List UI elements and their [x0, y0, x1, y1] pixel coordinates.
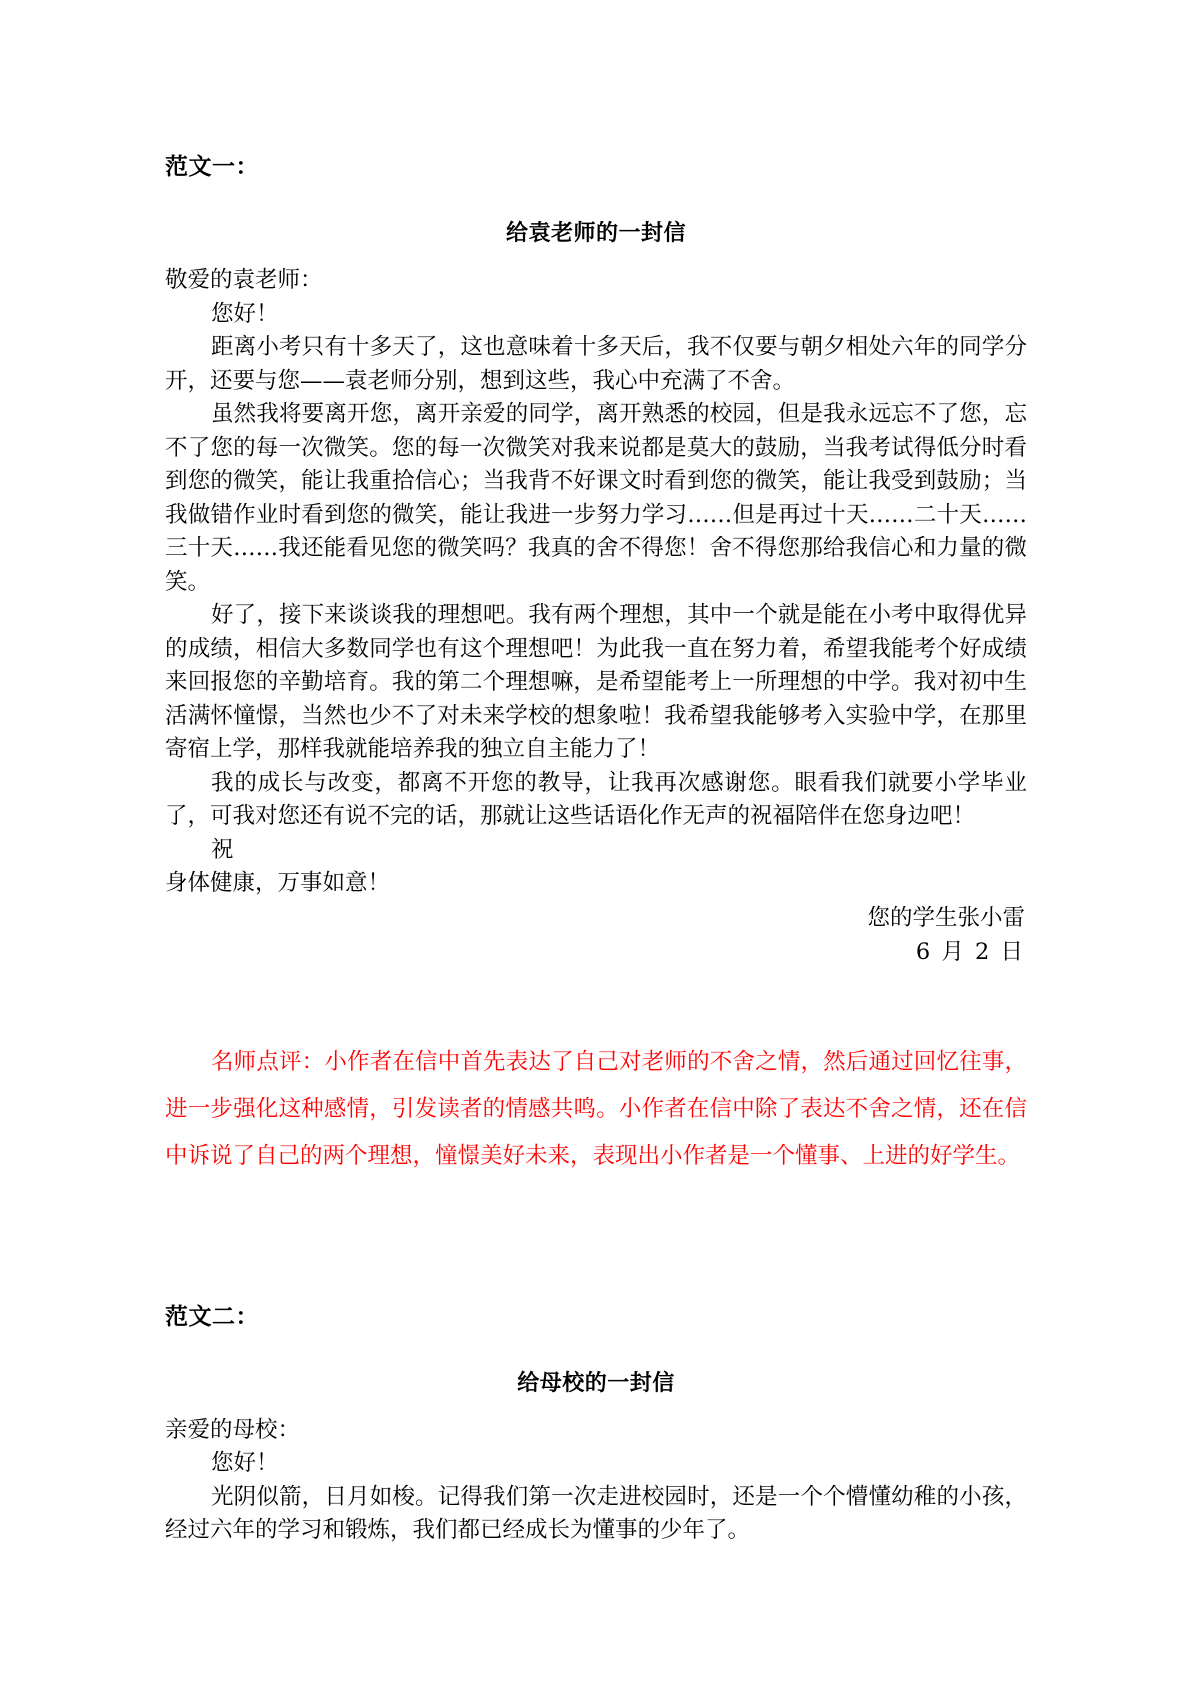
- paragraph-sample-one-1: 距离小考只有十多天了，这也意味着十多天后，我不仅要与朝夕相处六年的同学分开，还要与您——袁老师分别，想到这些，我心中充满了不舍。: [165, 334, 1027, 394]
- section-label-sample-one: 范文一：: [165, 154, 259, 180]
- paragraph-sample-one-3: 好了，接下来谈谈我的理想吧。我有两个理想，其中一个就是能在小考中取得优异的成绩，相信大多数同学也有这个理想吧！为此我一直在努力着，希望我能考个好成绩来回报您的辛勤培育。我的第二个理想嘛，是希望能考上一所理想的中学。我对初中生活满怀憧憬，当然也少不了对未来学校的想象啦！我希望我能够考入实验中学，在那里寄宿上学，那样我就能培养我的独立自主能力了！: [165, 602, 1027, 762]
- date-sample-one: 6 月 2 日: [915, 938, 1025, 965]
- spacer: [165, 1400, 1027, 1414]
- salutation-sample-one: 敬爱的袁老师：: [165, 267, 323, 293]
- spacer: [165, 969, 1027, 1039]
- paragraph-sample-one-4: 我的成长与改变，都离不开您的教导，让我再次感谢您。眼看我们就要小学毕业了，可我对您还有说不完的话，那就让这些话语化作无声的祝福陪伴在您身边吧！: [165, 769, 1027, 829]
- document-content: [165, 150, 1027, 1548]
- salutation-sample-two: 亲爱的母校：: [165, 1416, 301, 1443]
- spacer: [165, 184, 1027, 218]
- teacher-commentary: 名师点评：小作者在信中首先表达了自己对老师的不舍之情，然后通过回忆往事，进一步强化这种感情，引发读者的情感共鸣。小作者在信中除了表达不舍之情，还在信中诉说了自己的两个理想，憧憬美好未来，表现出小作者是一个懂事、上进的好学生。: [165, 1048, 1027, 1169]
- blessing-text-sample-one: 身体健康，万事如意！: [165, 870, 391, 896]
- letter-title-sample-one: 给袁老师的一封信: [505, 221, 686, 246]
- greeting-sample-two: 您好！: [211, 1450, 279, 1476]
- paragraph-sample-two-1: 光阴似箭，日月如梭。记得我们第一次走进校园时，还是一个个懵懂幼稚的小孩，经过六年的学习和锻炼，我们都已经成长为懂事的少年了。: [165, 1483, 1027, 1543]
- section-label-sample-two: 范文二：: [165, 1303, 259, 1330]
- spacer: [165, 1334, 1027, 1368]
- spacer: [165, 250, 1027, 264]
- paragraph-sample-one-2: 虽然我将要离开您，离开亲爱的同学，离开熟悉的校园，但是我永远忘不了您，忘不了您的每一次微笑。您的每一次微笑对我来说都是莫大的鼓励，当我考试得低分时看到您的微笑，能让我重拾信心；当我背不好课文时看到您的微笑，能让我受到鼓励；当我做错作业时看到您的微笑，能让我进一步努力学习……但是再过十天……二十天……三十天……我还能看见您的微笑吗？我真的舍不得您！舍不得您那给我信心和力量的微笑。: [165, 401, 1027, 595]
- greeting-sample-one: 您好！: [211, 300, 279, 327]
- letter-title-sample-two: 给母校的一封信: [517, 1370, 675, 1396]
- blessing-lead-sample-one: 祝: [211, 836, 234, 863]
- signature-sample-one: 您的学生张小雷: [867, 904, 1025, 931]
- spacer: [165, 1180, 1027, 1300]
